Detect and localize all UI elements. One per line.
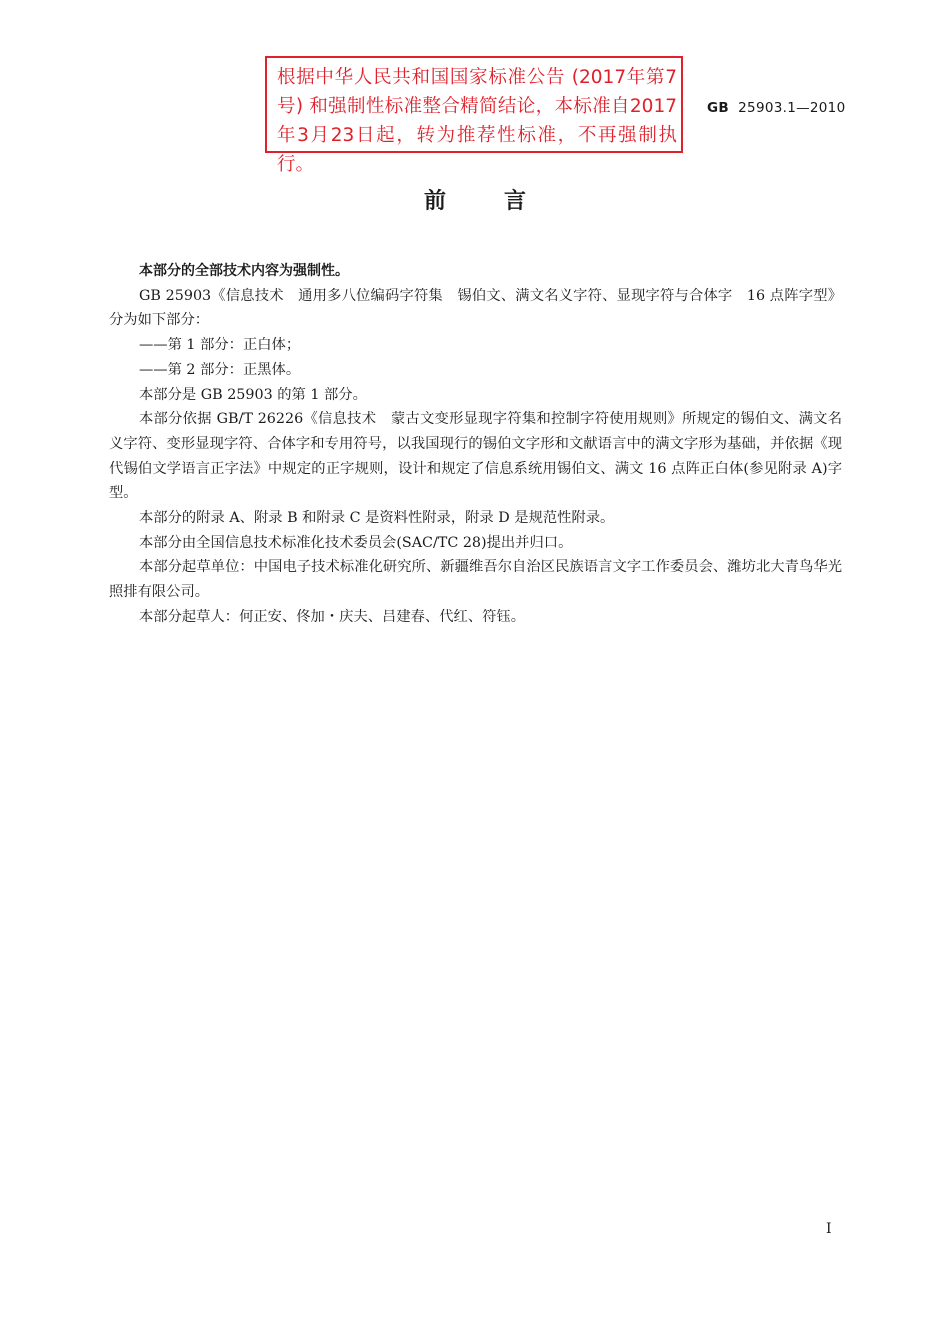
paragraph-annexes: 本部分的附录 A、附录 B 和附录 C 是资料性附录，附录 D 是规范性附录。	[139, 510, 615, 527]
list-item-part-2: ——第 2 部分：正黑体。	[139, 361, 301, 378]
paragraph-mandatory-statement: 本部分的全部技术内容为强制性。	[139, 263, 349, 279]
list-item-part-1: ——第 1 部分：正白体；	[139, 337, 301, 354]
page-number: I	[826, 1221, 832, 1237]
document-code-number: 25903.1—2010	[738, 100, 846, 116]
foreword-body	[109, 259, 842, 630]
document-code	[707, 100, 845, 116]
paragraph-proposer: 本部分由全国信息技术标准化技术委员会(SAC/TC 28)提出并归口。	[139, 534, 573, 551]
paragraph-drafting-units: 本部分起草单位：中国电子技术标准化研究所、新疆维吾尔自治区民族语言文字工作委员会、潍坊北大青鸟华光照排有限公司。	[109, 559, 842, 601]
standard-status-notice	[265, 56, 683, 175]
paragraph-basis: 本部分依据 GB/T 26226《信息技术 蒙古文变形显现字符集和控制字符使用规则》所规定的锡伯文、满文名义字符、变形显现字符、合体字和专用符号，以我国现行的锡伯文字形和文献语言中的满文字形为基础，并依据《现代锡伯文学语言正字法》中规定的正字规则，设计和规定了信息系统用锡伯文、满文 16 点阵正白体(参见附录 A)字型。	[109, 411, 842, 502]
notice-text: 根据中华人民共和国国家标准公告 (2017年第7号) 和强制性标准整合精简结论，本标准自2017年3月23日起，转为推荐性标准，不再强制执行。	[277, 67, 677, 175]
paragraph-part-position: 本部分是 GB 25903 的第 1 部分。	[139, 386, 367, 403]
page-title: 前言	[423, 189, 584, 214]
paragraph-drafters: 本部分起草人：何正安、佟加・庆夫、吕建春、代红、符钰。	[139, 608, 526, 625]
paragraph-parts-intro: GB 25903《信息技术 通用多八位编码字符集 锡伯文、满文名义字符、显现字符与合体字 16 点阵字型》分为如下部分：	[109, 287, 842, 329]
document-code-prefix: GB	[707, 100, 729, 116]
